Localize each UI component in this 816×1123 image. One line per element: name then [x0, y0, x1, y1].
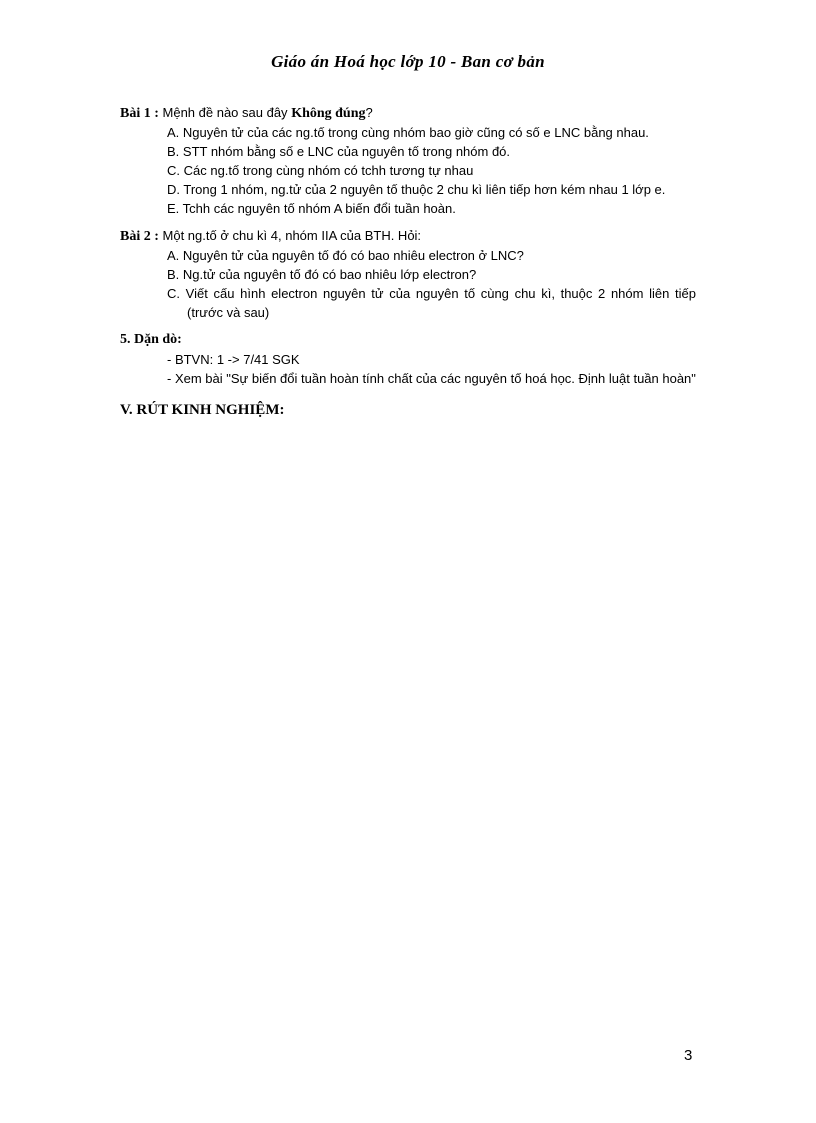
exercise-1 [120, 103, 696, 218]
exercise-2-label: Bài 2 : [120, 229, 159, 244]
page-header: Giáo án Hoá học lớp 10 - Ban cơ bản [271, 52, 545, 71]
exercise-2-option-a: A. Nguyên tử của nguyên tố đó có bao nhiêu electron ở LNC? [167, 248, 524, 263]
exercise-2-option-b: B. Ng.tử của nguyên tố đó có bao nhiêu lớp electron? [167, 267, 477, 282]
exercise-1-question-text: Mệnh đề nào sau đây [162, 105, 288, 120]
exercise-1-option-b: B. STT nhóm bằng số e LNC của nguyên tố trong nhóm đó. [167, 144, 511, 159]
page-number: 3 [684, 1047, 693, 1064]
exercise-1-option-a: A. Nguyên tử của các ng.tố trong cùng nhóm bao giờ cũng có số e LNC bằng nhau. [167, 125, 649, 140]
exercise-2-question-text: Một ng.tố ở chu kì 4, nhóm IIA của BTH. Hỏi: [162, 228, 422, 243]
experience-section-title: V. RÚT KINH NGHIỆM: [120, 402, 285, 418]
exercise-2-option-c: C. Viết cấu hình electron nguyên tử của nguyên tố cùng chu kì, thuộc 2 nhóm liên tiếp (trước và sau) [167, 286, 696, 320]
document-body [120, 103, 696, 420]
exercise-1-option-e: E. Tchh các nguyên tố nhóm A biến đổi tuần hoàn. [167, 201, 456, 216]
homework-item: - Xem bài "Sự biến đổi tuần hoàn tính chất của các nguyên tố hoá học. Định luật tuần hoàn" [167, 371, 696, 386]
exercise-2 [120, 226, 696, 322]
homework-item: - BTVN: 1 -> 7/41 SGK [167, 352, 300, 367]
exercise-1-emphasis: Không đúng [291, 106, 366, 121]
exercise-1-option-d: D. Trong 1 nhóm, ng.tử của 2 nguyên tố thuộc 2 chu kì liên tiếp hơn kém nhau 1 lớp e. [167, 182, 666, 197]
homework-title: 5. Dặn dò: [120, 332, 182, 347]
homework-section [120, 330, 696, 388]
exercise-1-option-c: C. Các ng.tố trong cùng nhóm có tchh tương tự nhau [167, 163, 474, 178]
exercise-2-question [120, 226, 696, 246]
exercise-1-question [120, 103, 696, 123]
exercise-1-label: Bài 1 : [120, 106, 159, 121]
exercise-1-question-mark: ? [365, 105, 373, 120]
